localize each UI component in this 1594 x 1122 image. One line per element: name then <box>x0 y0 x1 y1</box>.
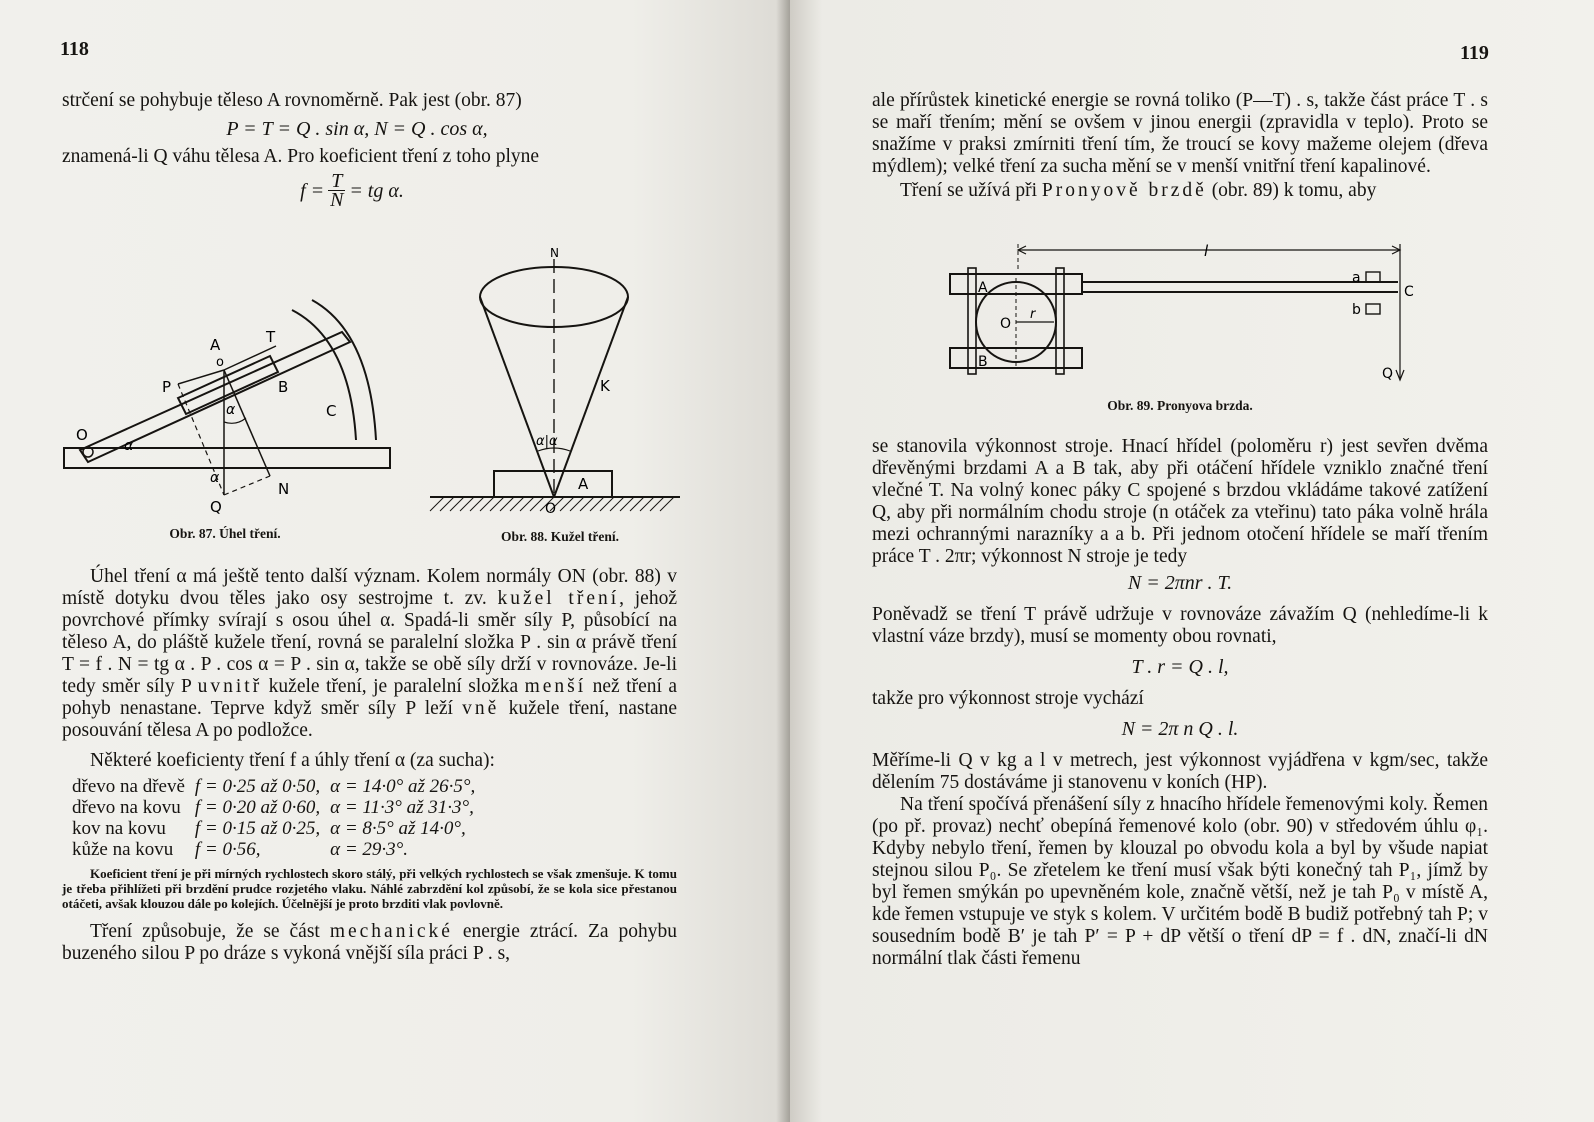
fig87-label-o: o <box>216 355 224 370</box>
fig88-label-O: O <box>545 501 557 517</box>
left-para1-spaced4: vně <box>462 698 500 719</box>
table-row: dřevo na kovu f = 0·20 až 0·60, α = 11·3° až 31·3°, <box>72 797 474 818</box>
left-para1-i: kužele tření, nastane posouvání tělesa A po podložce. <box>62 698 678 741</box>
fig89-stop-b <box>1366 304 1380 314</box>
fig87-label-alpha3: α <box>210 470 220 486</box>
left-line2: znamená-li Q váhu tělesa A. Pro koeficient tření z toho plyne <box>62 146 540 167</box>
left-para1-spaced3: menší <box>524 676 587 697</box>
fig87-label-N: N <box>278 480 290 498</box>
right-para6: Měříme-li Q v kg a l v metrech, jest výkonnost vyjádřena v kgm/sec, takže dělením 75 dostáváme ji stanovenu v koních (HP). <box>872 750 1488 793</box>
right-para2-c: (obr. 89) k tomu, aby <box>1206 180 1377 201</box>
fig89-label-l: l <box>1204 242 1209 260</box>
fig89-label-O: O <box>1000 316 1012 332</box>
figure-88 <box>430 245 680 520</box>
figure-87 <box>60 280 400 520</box>
fig88-label-A: A <box>578 475 589 493</box>
page-number-right: 119 <box>1460 42 1489 64</box>
right-para2-spaced: Pronyově brzdě <box>1041 180 1207 201</box>
page-number-left: 118 <box>60 38 89 60</box>
fig89-bolt-right <box>1056 268 1064 374</box>
fig88-label-alpha: α|α <box>536 434 558 449</box>
left-para2-a: Tření způsobuje, že se část <box>90 921 320 942</box>
fig87-label-alpha2: α <box>226 402 236 418</box>
fig87-angle-arc <box>224 418 246 423</box>
left-line1: strčení se pohybuje těleso A rovnoměrně. Pak jest (obr. 87) <box>62 90 522 111</box>
eq2-rhs: = tg α. <box>349 179 404 202</box>
fig87-label-C: C <box>326 402 337 420</box>
right-para2 <box>872 180 1488 202</box>
right-bottom-text <box>872 436 1488 970</box>
left-eq2 <box>22 172 682 209</box>
right-eq3: N = 2π n Q . l. <box>1121 718 1239 740</box>
table-row: kůže na kovu f = 0·56, α = 29·3°. <box>72 839 409 860</box>
fig89-caption: Obr. 89. Pronyova brzda. <box>1107 398 1253 413</box>
left-note: Koeficient tření je při mírných rychlostech skoro stálý, při velkých rychlostech se však zmenšuje. K tomu je třeba přihlížeti při brzdění prudce rozjetého vlaku. Náhlé zabrzdění kol způsobí, že se kola sice přestanou otáčeti, avšak klouzou dále po kolejích. Účelnější je proto brzditi vlak povlovně. <box>62 866 677 911</box>
right-eq1: N = 2πnr . T. <box>1127 572 1233 594</box>
fig89-label-A: A <box>978 280 988 296</box>
fig87-arc-inner <box>312 300 376 440</box>
fig87-P-line <box>178 370 224 384</box>
friction-table <box>72 776 485 860</box>
left-para1-c: , jehož povrchové přímky svírají s osou úhel α. Spadá-li směr síly P, působící na těleso A, do pláště kužele tření, rovná se paralelní složka P . sin α právě tření T = f . N = tg α . P . cos α = P . sin α, takže se obě síly drží v rovnováze. Je-li tedy směr síly P <box>62 588 677 697</box>
left-para1-e: kužele tření, je paralelní složka <box>262 676 519 697</box>
table-row: dřevo na dřevě f = 0·25 až 0·50, α = 14·0° až 26·5°, <box>72 776 476 797</box>
fig87-arc-outer <box>292 310 356 440</box>
fig89-label-a: a <box>1352 270 1361 286</box>
fig88-caption: Obr. 88. Kužel tření. <box>501 529 619 544</box>
left-para2-c: energie ztrácí. Za pohybu buzeného silou P po dráze s vykoná vnější síla práci P . s, <box>62 921 678 964</box>
eq2-fraction <box>328 172 345 209</box>
right-para2-a: Tření se užívá při <box>900 180 1037 201</box>
left-eq1: P = T = Q . sin α, N = Q . cos α, <box>226 118 488 140</box>
fig89-bolt-left <box>968 268 976 374</box>
fig87-T-line <box>224 346 276 370</box>
fig87-label-O: O <box>76 426 88 444</box>
fig88-cone-top <box>480 267 628 327</box>
fig87-caption: Obr. 87. Úhel tření. <box>169 526 281 541</box>
fig87-label-Q: Q <box>210 498 222 516</box>
left-bottom-text <box>62 566 677 965</box>
left-para1-g: než tření a pohyb nenastane. Teprve když směr síly P leží <box>62 676 678 719</box>
right-para4: Poněvadž se tření T právě udržuje v rovnováze závažím Q (nehledíme-li k vlastní váze brzdy), musí se momenty obou rovnati, <box>872 604 1488 647</box>
table-row: kov na kovu f = 0·15 až 0·25, α = 8·5° až 14·0°, <box>72 818 466 839</box>
right-para3: se stanovila výkonnost stroje. Hnací hřídel (poloměru r) jest sevřen dvěma dřevěnými brzdami A a B tak, aby při otáčení hřídele vzniklo značné tření vlečné T. Na volný konec páky C spojené s brzdou vkládáme takové zatížení Q, aby při normálním chodu stroje (n otáček za vteřinu) tato páka volně hrála mezi ochrannými narazníky a a b. Při jednom otočení hřídele se maří třením práce T . 2πr; výkonnost N stroje je tedy <box>872 436 1488 567</box>
fig87-label-T: T <box>266 328 276 346</box>
left-para1 <box>62 566 677 742</box>
fig89-brake-A <box>950 274 1082 294</box>
right-eq2: T . r = Q . l, <box>1131 656 1229 678</box>
right-page <box>790 0 1594 1122</box>
fig89-label-B: B <box>978 354 988 370</box>
left-table-intro: Některé koeficienty tření f a úhly tření α (za sucha): <box>90 750 495 771</box>
fig87-label-A: A <box>210 336 221 354</box>
right-para1: ale přírůstek kinetické energie se rovná toliko (P—T) . s, takže část práce T . s se maří třením; mění se ovšem v jinou energii (zpravidla v teplo). Proto se snažíme v praksi zmírniti tření tím, že troucí se kovy mažeme olejem (dřeva mýdlem); velké tření za sucha mění se v menší vnitřní tření kapalinové. <box>872 90 1488 177</box>
eq2-numerator: T <box>328 172 345 191</box>
left-para1-spaced1: kužel tření <box>497 588 620 609</box>
fig89-label-b: b <box>1352 302 1361 318</box>
left-page <box>0 0 790 1122</box>
fig88-label-K: K <box>600 377 610 395</box>
figure-89 <box>950 238 1414 388</box>
fig88-label-N: N <box>550 246 559 260</box>
left-para1-spaced2: uvnitř <box>197 676 263 697</box>
fig89-stop-a <box>1366 272 1380 282</box>
right-para7: Na tření spočívá přenášení síly z hnacího hřídele řemenovými koly. Řemen (po př. provaz) nechť obepíná řemenové kolo (obr. 90) v středovém úhlu φ₁. Kdyby nebylo tření, řemen by klouzal po obvodu kola a byl by všude napiat stejnou silou P₀. Se zřetelem ke tření musí však býti konečný tah P₁, jímž by byl řemen smýkán po upevněném kole, značně větší, než je tah P₀ v místě A, kde řemen vstupuje ve styk s kolem. V určitém bodě B budiž potřebný tah P; v sousedním bodě B′ je tah P′ = P + dP větší o tření dP = f . dN, značí-li dN normální tlak části řemenu <box>872 794 1488 969</box>
fig87-dash2 <box>224 476 270 495</box>
fig89-label-Q: Q <box>1382 366 1394 382</box>
fig87-label-B: B <box>278 378 289 396</box>
right-para5: takže pro výkonnost stroje vychází <box>872 688 1144 709</box>
eq2-lhs: f = <box>300 179 325 202</box>
eq2-denominator: N <box>330 189 344 211</box>
left-para2-spaced: mechanické <box>329 921 453 942</box>
left-para1-a: Úhel tření α má ještě tento další význam. Kolem normály ON (obr. 88) v místě dotyku dvou těles jako osy sestrojme t. zv. <box>62 566 677 609</box>
right-top-text <box>872 90 1488 202</box>
left-top-text <box>62 90 682 209</box>
fig89-label-r: r <box>1030 307 1036 322</box>
left-para2 <box>62 921 677 965</box>
fig87-label-alpha1: α <box>124 438 134 454</box>
fig89-label-C: C <box>1404 284 1414 300</box>
fig87-label-P: P <box>162 378 172 396</box>
